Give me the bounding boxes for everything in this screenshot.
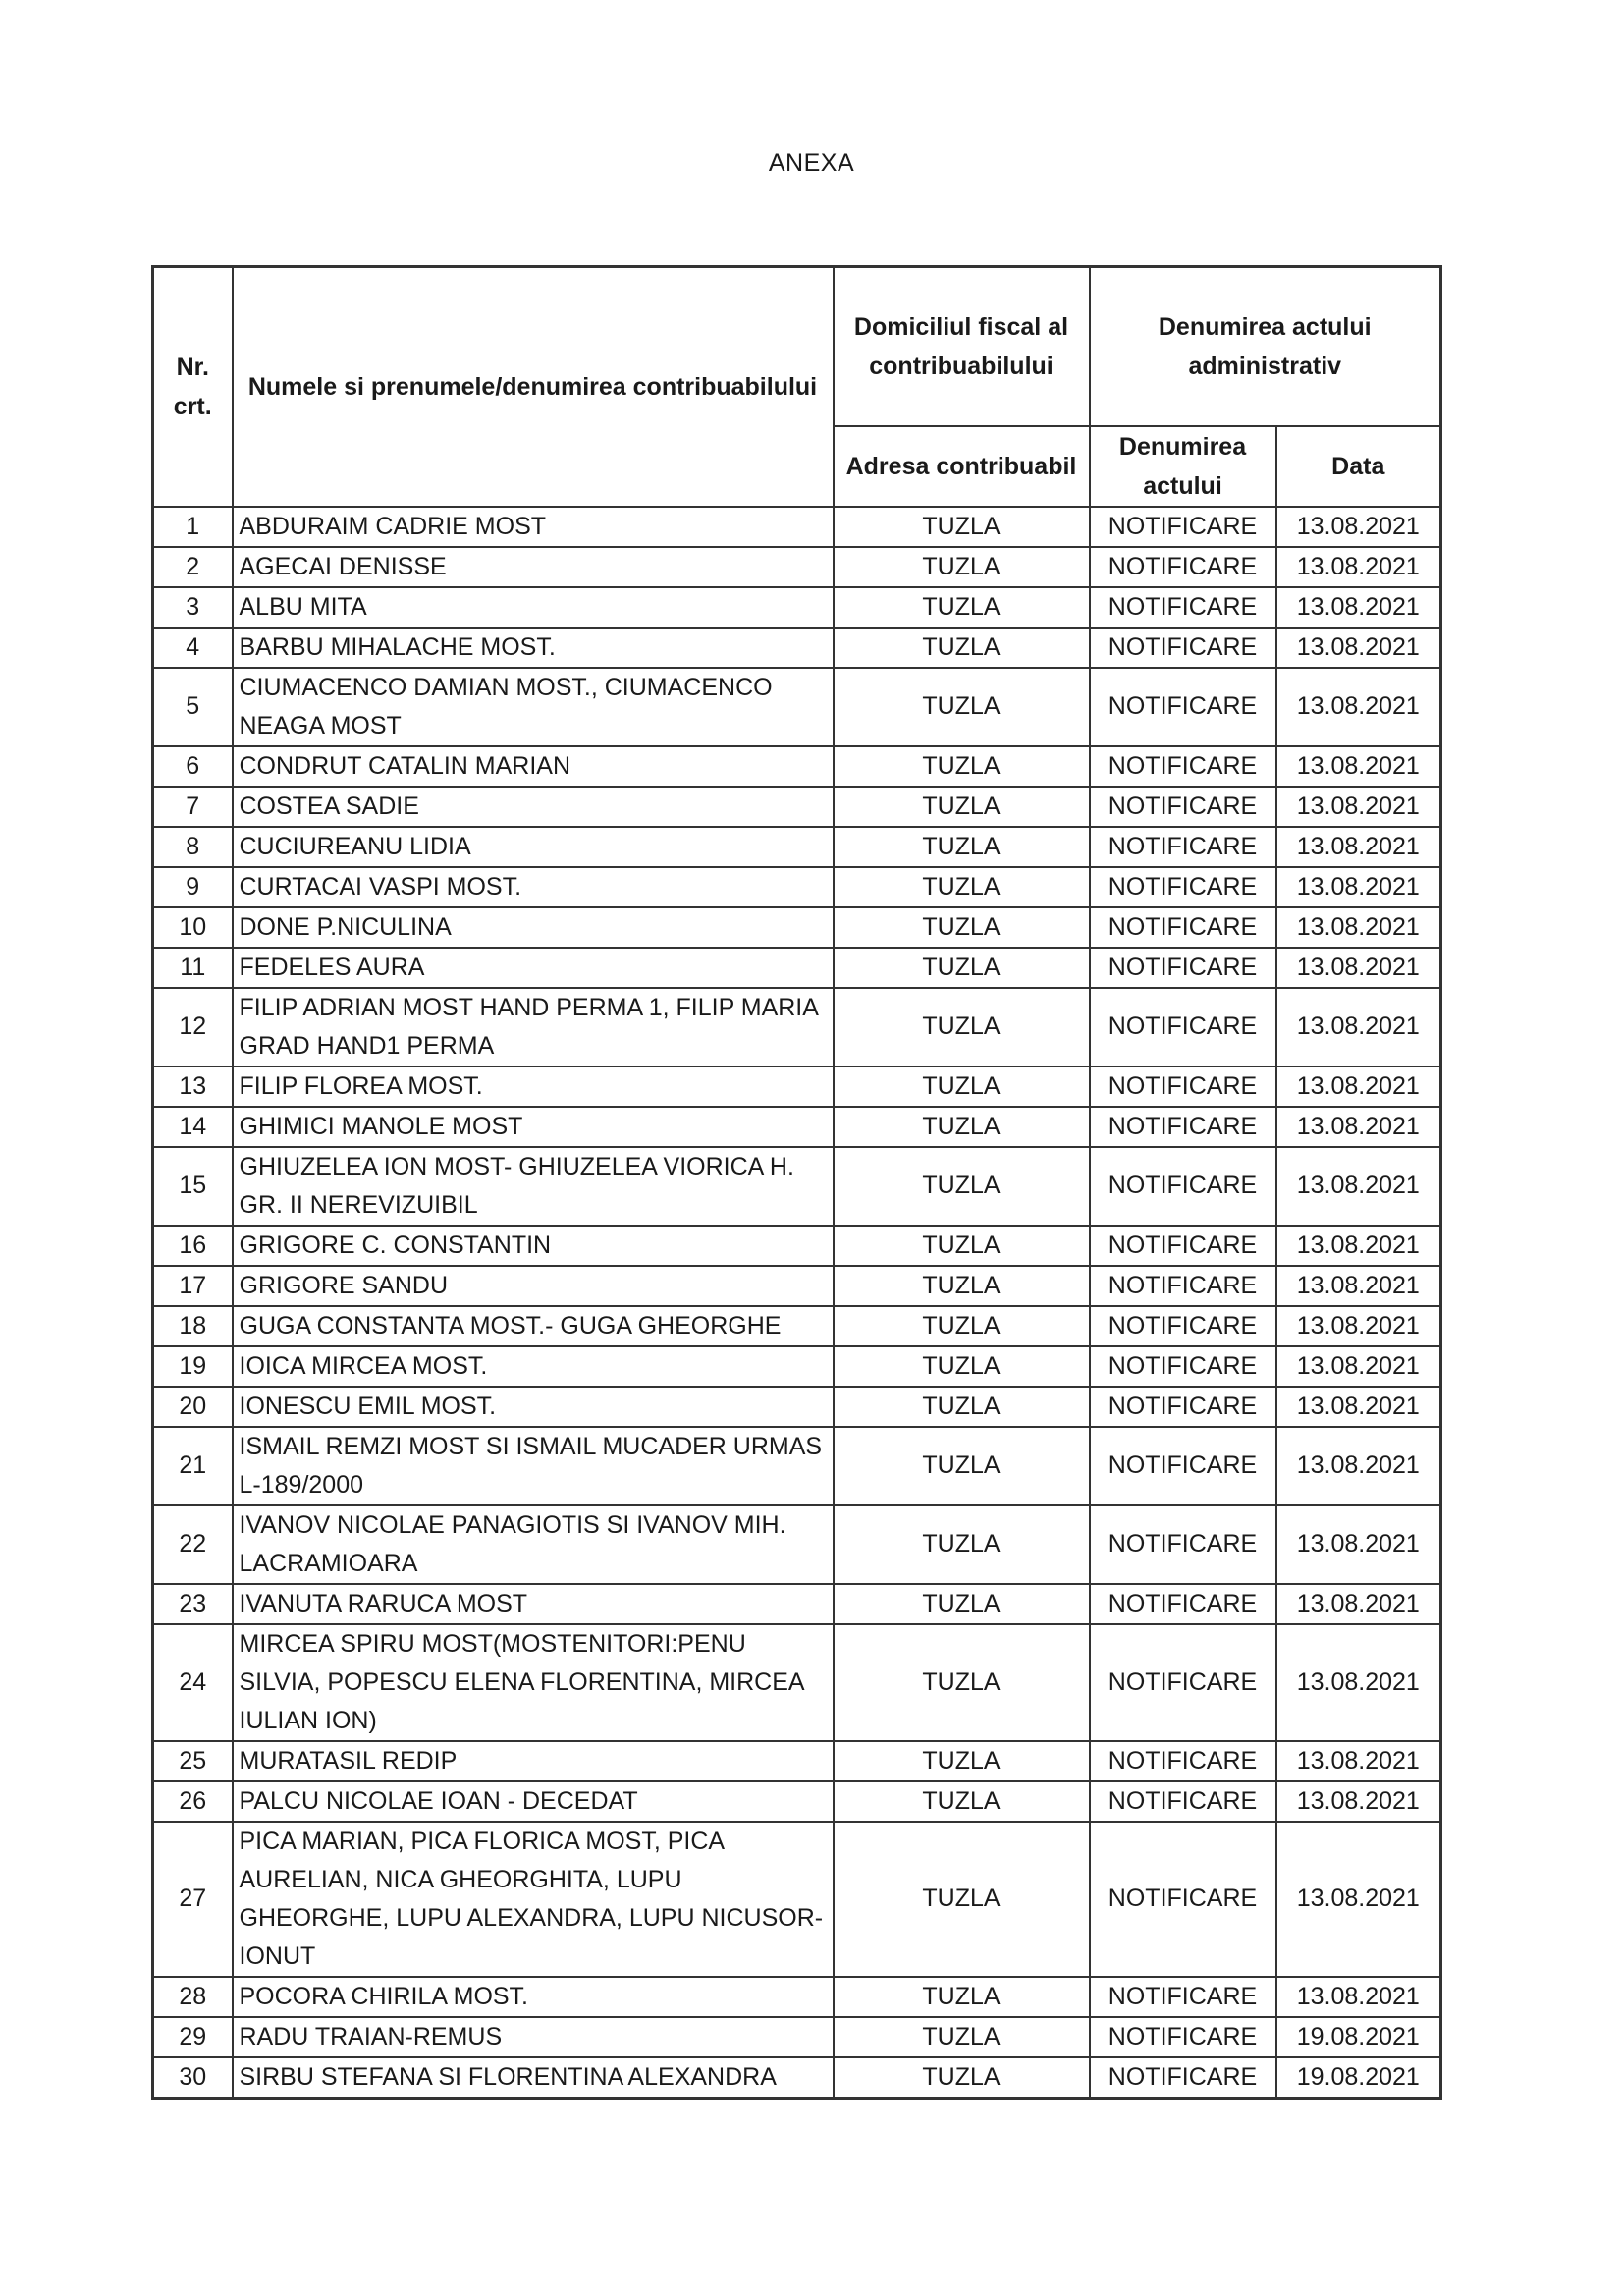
taxpayer-address: TUZLA (834, 1505, 1090, 1584)
table-row (153, 1584, 1441, 1624)
table-row (153, 1266, 1441, 1306)
act-date: 13.08.2021 (1276, 988, 1441, 1066)
act-name: NOTIFICARE (1090, 547, 1276, 587)
taxpayer-address: TUZLA (834, 746, 1090, 787)
act-date: 13.08.2021 (1276, 668, 1441, 746)
taxpayer-name: SIRBU STEFANA SI FLORENTINA ALEXANDRA (233, 2057, 834, 2099)
act-name: NOTIFICARE (1090, 1977, 1276, 2017)
act-name: NOTIFICARE (1090, 746, 1276, 787)
table-row (153, 1306, 1441, 1346)
act-name: NOTIFICARE (1090, 1822, 1276, 1977)
taxpayer-name: POCORA CHIRILA MOST. (233, 1977, 834, 2017)
taxpayer-name: FEDELES AURA (233, 948, 834, 988)
row-number: 6 (153, 746, 233, 787)
act-name: NOTIFICARE (1090, 1427, 1276, 1505)
annex-table (151, 265, 1442, 2100)
taxpayer-address: TUZLA (834, 988, 1090, 1066)
row-number: 29 (153, 2017, 233, 2057)
taxpayer-address: TUZLA (834, 1427, 1090, 1505)
page-title: ANEXA (768, 149, 855, 177)
act-name: NOTIFICARE (1090, 1266, 1276, 1306)
taxpayer-name: COSTEA SADIE (233, 787, 834, 827)
taxpayer-address: TUZLA (834, 787, 1090, 827)
taxpayer-address: TUZLA (834, 1822, 1090, 1977)
taxpayer-address: TUZLA (834, 907, 1090, 948)
row-number: 18 (153, 1306, 233, 1346)
table-row (153, 547, 1441, 587)
act-name: NOTIFICARE (1090, 1624, 1276, 1741)
table-row (153, 507, 1441, 547)
act-name: NOTIFICARE (1090, 1505, 1276, 1584)
taxpayer-address: TUZLA (834, 507, 1090, 547)
act-date: 13.08.2021 (1276, 1107, 1441, 1147)
act-name: NOTIFICARE (1090, 2057, 1276, 2099)
act-date: 13.08.2021 (1276, 1387, 1441, 1427)
row-number: 9 (153, 867, 233, 907)
row-number: 23 (153, 1584, 233, 1624)
table-row (153, 2057, 1441, 2099)
act-name: NOTIFICARE (1090, 1226, 1276, 1266)
row-number: 5 (153, 668, 233, 746)
act-date: 13.08.2021 (1276, 1781, 1441, 1822)
taxpayer-name: CIUMACENCO DAMIAN MOST., CIUMACENCO NEAGA MOST (233, 668, 834, 746)
table-row (153, 1387, 1441, 1427)
act-name: NOTIFICARE (1090, 1107, 1276, 1147)
table-row (153, 1505, 1441, 1584)
taxpayer-address: TUZLA (834, 2017, 1090, 2057)
taxpayer-address: TUZLA (834, 1107, 1090, 1147)
table-row (153, 1977, 1441, 2017)
act-date: 13.08.2021 (1276, 1741, 1441, 1781)
table-row (153, 948, 1441, 988)
taxpayer-name: IONESCU EMIL MOST. (233, 1387, 834, 1427)
taxpayer-name: CURTACAI VASPI MOST. (233, 867, 834, 907)
act-date: 13.08.2021 (1276, 507, 1441, 547)
row-number: 20 (153, 1387, 233, 1427)
taxpayer-address: TUZLA (834, 587, 1090, 628)
row-number: 19 (153, 1346, 233, 1387)
header-denumire: Denumirea actului (1090, 426, 1276, 507)
table-row (153, 668, 1441, 746)
row-number: 24 (153, 1624, 233, 1741)
taxpayer-name: GHIMICI MANOLE MOST (233, 1107, 834, 1147)
header-data: Data (1276, 426, 1441, 507)
taxpayer-address: TUZLA (834, 1346, 1090, 1387)
act-date: 13.08.2021 (1276, 1584, 1441, 1624)
taxpayer-address: TUZLA (834, 1387, 1090, 1427)
table-row (153, 907, 1441, 948)
taxpayer-address: TUZLA (834, 668, 1090, 746)
act-date: 13.08.2021 (1276, 746, 1441, 787)
act-name: NOTIFICARE (1090, 988, 1276, 1066)
table-row (153, 746, 1441, 787)
act-name: NOTIFICARE (1090, 1147, 1276, 1226)
row-number: 11 (153, 948, 233, 988)
act-date: 13.08.2021 (1276, 1266, 1441, 1306)
row-number: 21 (153, 1427, 233, 1505)
taxpayer-name: GRIGORE SANDU (233, 1266, 834, 1306)
taxpayer-address: TUZLA (834, 1584, 1090, 1624)
act-name: NOTIFICARE (1090, 827, 1276, 867)
taxpayer-name: ISMAIL REMZI MOST SI ISMAIL MUCADER URMAS L-189/2000 (233, 1427, 834, 1505)
taxpayer-name: AGECAI DENISSE (233, 547, 834, 587)
taxpayer-address: TUZLA (834, 1977, 1090, 2017)
header-act: Denumirea actului administrativ (1090, 267, 1441, 426)
taxpayer-name: ABDURAIM CADRIE MOST (233, 507, 834, 547)
taxpayer-address: TUZLA (834, 547, 1090, 587)
act-date: 19.08.2021 (1276, 2017, 1441, 2057)
act-name: NOTIFICARE (1090, 787, 1276, 827)
table-row (153, 1822, 1441, 1977)
act-date: 13.08.2021 (1276, 1977, 1441, 2017)
table-row (153, 1346, 1441, 1387)
act-date: 19.08.2021 (1276, 2057, 1441, 2099)
taxpayer-name: FILIP FLOREA MOST. (233, 1066, 834, 1107)
row-number: 8 (153, 827, 233, 867)
taxpayer-name: FILIP ADRIAN MOST HAND PERMA 1, FILIP MARIA GRAD HAND1 PERMA (233, 988, 834, 1066)
act-name: NOTIFICARE (1090, 628, 1276, 668)
table-row (153, 1226, 1441, 1266)
act-name: NOTIFICARE (1090, 2017, 1276, 2057)
taxpayer-name: IVANOV NICOLAE PANAGIOTIS SI IVANOV MIH. LACRAMIOARA (233, 1505, 834, 1584)
act-date: 13.08.2021 (1276, 1066, 1441, 1107)
act-name: NOTIFICARE (1090, 1066, 1276, 1107)
row-number: 17 (153, 1266, 233, 1306)
taxpayer-name: GHIUZELEA ION MOST- GHIUZELEA VIORICA H. GR. II NEREVIZUIBIL (233, 1147, 834, 1226)
act-name: NOTIFICARE (1090, 1584, 1276, 1624)
row-number: 7 (153, 787, 233, 827)
row-number: 13 (153, 1066, 233, 1107)
act-name: NOTIFICARE (1090, 1387, 1276, 1427)
table-row (153, 867, 1441, 907)
taxpayer-name: MIRCEA SPIRU MOST(MOSTENITORI:PENU SILVIA, POPESCU ELENA FLORENTINA, MIRCEA IULIAN ION) (233, 1624, 834, 1741)
taxpayer-address: TUZLA (834, 1306, 1090, 1346)
row-number: 16 (153, 1226, 233, 1266)
taxpayer-address: TUZLA (834, 1266, 1090, 1306)
row-number: 1 (153, 507, 233, 547)
taxpayer-address: TUZLA (834, 1781, 1090, 1822)
act-date: 13.08.2021 (1276, 948, 1441, 988)
row-number: 4 (153, 628, 233, 668)
taxpayer-name: RADU TRAIAN-REMUS (233, 2017, 834, 2057)
act-name: NOTIFICARE (1090, 1346, 1276, 1387)
act-date: 13.08.2021 (1276, 1624, 1441, 1741)
table-row (153, 628, 1441, 668)
act-name: NOTIFICARE (1090, 1306, 1276, 1346)
taxpayer-address: TUZLA (834, 867, 1090, 907)
table-row (153, 988, 1441, 1066)
act-date: 13.08.2021 (1276, 907, 1441, 948)
taxpayer-address: TUZLA (834, 1226, 1090, 1266)
taxpayer-address: TUZLA (834, 1147, 1090, 1226)
taxpayer-name: CONDRUT CATALIN MARIAN (233, 746, 834, 787)
table-row (153, 1624, 1441, 1741)
taxpayer-address: TUZLA (834, 1066, 1090, 1107)
taxpayer-address: TUZLA (834, 827, 1090, 867)
taxpayer-name: GUGA CONSTANTA MOST.- GUGA GHEORGHE (233, 1306, 834, 1346)
taxpayer-name: GRIGORE C. CONSTANTIN (233, 1226, 834, 1266)
taxpayer-name: PICA MARIAN, PICA FLORICA MOST, PICA AURELIAN, NICA GHEORGHITA, LUPU GHEORGHE, LUPU ALEXANDRA, LUPU NICUSOR-IONUT (233, 1822, 834, 1977)
taxpayer-address: TUZLA (834, 948, 1090, 988)
header-domiciliu: Domiciliul fiscal al contribuabilului (834, 267, 1090, 426)
header-nr: Nr. crt. (153, 267, 233, 507)
row-number: 27 (153, 1822, 233, 1977)
act-name: NOTIFICARE (1090, 587, 1276, 628)
act-name: NOTIFICARE (1090, 668, 1276, 746)
taxpayer-address: TUZLA (834, 2057, 1090, 2099)
taxpayer-name: MURATASIL REDIP (233, 1741, 834, 1781)
act-date: 13.08.2021 (1276, 1822, 1441, 1977)
act-date: 13.08.2021 (1276, 867, 1441, 907)
table-row (153, 787, 1441, 827)
act-date: 13.08.2021 (1276, 587, 1441, 628)
act-date: 13.08.2021 (1276, 1306, 1441, 1346)
taxpayer-name: ALBU MITA (233, 587, 834, 628)
act-name: NOTIFICARE (1090, 948, 1276, 988)
table-row (153, 1066, 1441, 1107)
act-date: 13.08.2021 (1276, 628, 1441, 668)
taxpayer-name: PALCU NICOLAE IOAN - DECEDAT (233, 1781, 834, 1822)
table-row (153, 587, 1441, 628)
act-date: 13.08.2021 (1276, 547, 1441, 587)
table-row (153, 1107, 1441, 1147)
table-row (153, 1147, 1441, 1226)
table-row (153, 827, 1441, 867)
header-name: Numele si prenumele/denumirea contribuabilului (233, 267, 834, 507)
act-name: NOTIFICARE (1090, 1741, 1276, 1781)
row-number: 22 (153, 1505, 233, 1584)
taxpayer-name: IVANUTA RARUCA MOST (233, 1584, 834, 1624)
taxpayer-name: IOICA MIRCEA MOST. (233, 1346, 834, 1387)
act-date: 13.08.2021 (1276, 1346, 1441, 1387)
row-number: 10 (153, 907, 233, 948)
act-date: 13.08.2021 (1276, 1427, 1441, 1505)
row-number: 3 (153, 587, 233, 628)
taxpayer-address: TUZLA (834, 1741, 1090, 1781)
act-date: 13.08.2021 (1276, 827, 1441, 867)
taxpayer-name: BARBU MIHALACHE MOST. (233, 628, 834, 668)
taxpayer-name: CUCIUREANU LIDIA (233, 827, 834, 867)
act-date: 13.08.2021 (1276, 1505, 1441, 1584)
table-row (153, 1427, 1441, 1505)
act-name: NOTIFICARE (1090, 907, 1276, 948)
taxpayer-address: TUZLA (834, 628, 1090, 668)
table-row (153, 2017, 1441, 2057)
row-number: 15 (153, 1147, 233, 1226)
act-name: NOTIFICARE (1090, 507, 1276, 547)
table-row (153, 1741, 1441, 1781)
row-number: 14 (153, 1107, 233, 1147)
row-number: 30 (153, 2057, 233, 2099)
row-number: 28 (153, 1977, 233, 2017)
act-name: NOTIFICARE (1090, 867, 1276, 907)
row-number: 12 (153, 988, 233, 1066)
act-name: NOTIFICARE (1090, 1781, 1276, 1822)
row-number: 26 (153, 1781, 233, 1822)
taxpayer-address: TUZLA (834, 1624, 1090, 1741)
taxpayer-name: DONE P.NICULINA (233, 907, 834, 948)
act-date: 13.08.2021 (1276, 1226, 1441, 1266)
act-date: 13.08.2021 (1276, 1147, 1441, 1226)
table-row (153, 1781, 1441, 1822)
act-date: 13.08.2021 (1276, 787, 1441, 827)
row-number: 25 (153, 1741, 233, 1781)
row-number: 2 (153, 547, 233, 587)
header-adresa: Adresa contribuabil (834, 426, 1090, 507)
